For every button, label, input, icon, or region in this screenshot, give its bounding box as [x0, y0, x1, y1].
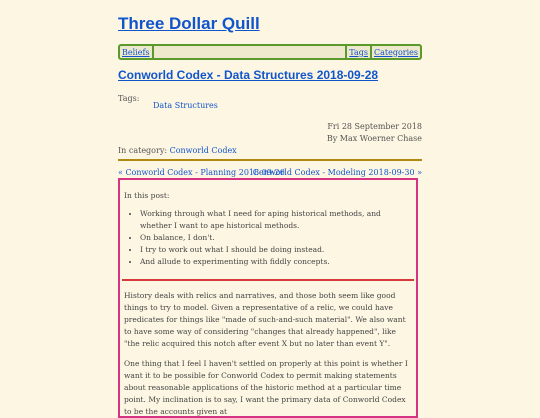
summary-heading: In this post: [124, 191, 170, 200]
list-item: • Working through what I need for aping historical methods, and whether I want to ape historical methods. [140, 208, 412, 232]
category-line [118, 146, 237, 155]
category-link[interactable]: Conworld Codex [169, 146, 237, 155]
nav-spacer [154, 46, 346, 58]
prev-post-link[interactable]: « Conworld Codex - Planning 2018-09-26 [118, 168, 285, 177]
tags-label: Tags: [118, 94, 140, 103]
summary-list [128, 208, 412, 268]
list-item: • On balance, I don't. [140, 232, 412, 244]
list-item: • I try to work out what I should be doing instead. [140, 244, 412, 256]
site-title-link[interactable]: Three Dollar Quill [118, 14, 260, 33]
nav-tags-link[interactable]: Tags [349, 47, 368, 57]
nav-beliefs-link[interactable]: Beliefs [122, 47, 150, 57]
post-title-link[interactable]: Conworld Codex - Data Structures 2018-09-28 [118, 68, 379, 82]
post-date: Fri 28 September 2018 [327, 122, 422, 131]
category-label: In category: [118, 146, 168, 155]
list-item: • And allude to experimenting with fiddly concepts. [140, 256, 412, 268]
tag-link-data-structures[interactable]: Data Structures [153, 101, 218, 110]
body-paragraph: History deals with relics and narratives, and those both seem like good things to try to model. Given a representative of a relic, we could have predicates for things like "made of such-and-such material". We also want to have some way of considering "changes that already happened", like "the relic acquired this notch after event X but no later than event Y". [124, 291, 406, 348]
body-paragraph: One thing that I feel I haven't settled on properly at this point is whether I want it to be possible for Conworld Codex to permit making statements about reasonable applications of the historic method at a particular time point. My inclination is to say, I want the primary data of Conworld Codex to be the accounts given at [124, 359, 408, 416]
summary-divider [122, 279, 414, 281]
post-author: By Max Woerner Chase [326, 134, 422, 143]
nav-categories-link[interactable]: Categories [374, 47, 418, 57]
post-content [118, 178, 418, 418]
next-post-link[interactable]: Conworld Codex - Modeling 2018-09-30 » [252, 168, 422, 177]
nav-bar [118, 44, 422, 60]
header-divider [118, 159, 422, 161]
